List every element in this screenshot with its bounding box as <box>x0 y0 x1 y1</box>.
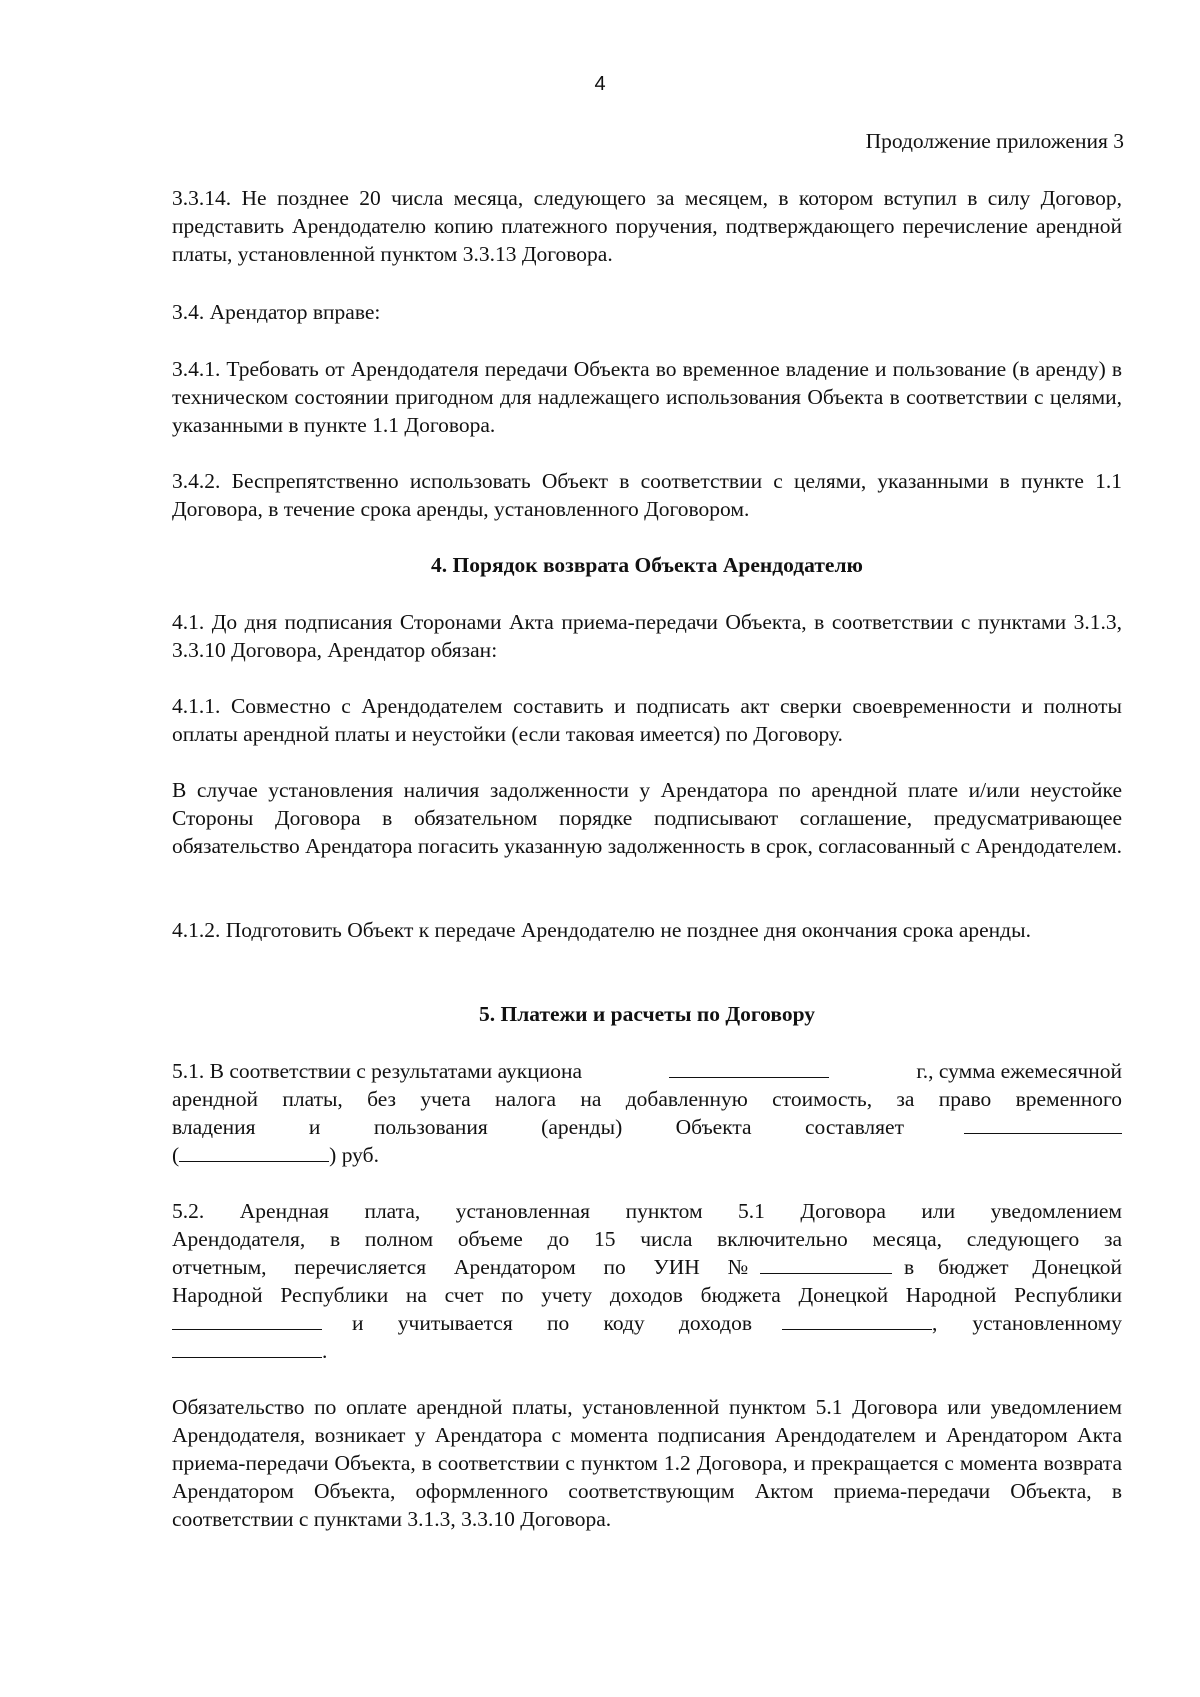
p51-line1-start: 5.1. В соответствии с результатами аукциона <box>172 1059 583 1083</box>
p52-line4: Народной Республики на счет по учету доходов бюджета Донецкой Народной Республики <box>172 1283 1122 1307</box>
paragraph-4-1-1: 4.1.1. Совместно с Арендодателем составить и подписать акт сверки своевременности и полноты оплаты арендной платы и неустойки (если таковая имеется) по Договору. <box>172 694 1122 746</box>
paragraph-4-1: 4.1. До дня подписания Сторонами Акта приема-передачи Объекта, в соответствии с пунктами 3.1.3, 3.3.10 Договора, Арендатор обязан: <box>172 610 1122 662</box>
p52-line5-end: , установленному <box>932 1311 1122 1335</box>
appendix-header: Продолжение приложения 3 <box>865 129 1124 153</box>
paragraph-4-1-2: 4.1.2. Подготовить Объект к передаче Арендодателю не позднее дня окончания срока аренды. <box>172 918 1031 942</box>
p52-line2: Арендодателя, в полном объеме до 15 числа включительно месяца, следующего за <box>172 1227 1122 1251</box>
paragraph-3-4: 3.4. Арендатор вправе: <box>172 300 381 324</box>
section-heading-5: 5. Платежи и расчеты по Договору <box>478 1002 816 1026</box>
p51-line2: арендной платы, без учета налога на добавленную стоимость, за право временного <box>172 1087 1122 1111</box>
p52-line5-middle: и учитывается по коду доходов <box>352 1311 752 1335</box>
paragraph-5-1 <box>172 1057 1122 1169</box>
income-code-blank <box>782 1309 932 1330</box>
account-blank <box>172 1309 322 1330</box>
page-number: 4 <box>594 73 606 95</box>
paragraph-4-1-1-debt: В случае установления наличия задолженности у Арендатора по арендной плате и/или неустойке Стороны Договора в обязательном порядке подписывают соглашение, предусматривающее обязательство Арендатора погасить указанную задолженность в срок, согласованный с Арендодателем. <box>172 778 1122 858</box>
p51-line3: владения и пользования (аренды) Объекта составляет <box>172 1115 904 1139</box>
p52-line3-start: отчетным, перечисляется Арендатором по УИН № <box>172 1255 748 1279</box>
auction-date-blank <box>669 1057 829 1078</box>
established-by-blank <box>172 1337 322 1358</box>
paragraph-5-2-obligation: Обязательство по оплате арендной платы, установленной пунктом 5.1 Договора или уведомлением Арендодателя, возникает у Арендатора с момента подписания Арендодателем и Арендатором Акта приема-передачи Объекта, в соответствии с пунктом 1.2 Договора, и прекращается с момента возврата Арендатором Объекта, оформленного соответствующим Актом приема-передачи Объекта, в соответствии с пунктами 3.1.3, 3.3.10 Договора. <box>172 1395 1122 1531</box>
section-heading-4: 4. Порядок возврата Объекта Арендодателю <box>431 553 863 577</box>
p52-period: . <box>322 1339 328 1363</box>
p51-rubles: ) руб. <box>329 1143 379 1167</box>
p51-line1-end: г., сумма ежемесячной <box>916 1059 1122 1083</box>
p52-line3-end: в бюджет Донецкой <box>904 1255 1122 1279</box>
p51-paren-open: ( <box>172 1143 180 1167</box>
paragraph-3-4-2: 3.4.2. Беспрепятственно использовать Объект в соответствии с целями, указанными в пункте 1.1 Договора, в течение срока аренды, установленного Договором. <box>172 469 1122 521</box>
paragraph-3-3-14: 3.3.14. Не позднее 20 числа месяца, следующего за месяцем, в котором вступил в силу Договор, представить Арендодателю копию платежного поручения, подтверждающего перечисление арендной платы, установленной пунктом 3.3.13 Договора. <box>172 186 1122 266</box>
rent-in-words-blank <box>179 1141 329 1162</box>
p52-line1: 5.2. Арендная плата, установленная пунктом 5.1 Договора или уведомлением <box>172 1199 1122 1223</box>
paragraph-5-2 <box>172 1197 1122 1365</box>
uin-blank <box>760 1253 892 1274</box>
paragraph-3-4-1: 3.4.1. Требовать от Арендодателя передачи Объекта во временное владение и пользование (в аренду) в техническом состоянии пригодном для надлежащего использования Объекта в соответствии с целями, указанными в пункте 1.1 Договора. <box>172 357 1122 437</box>
monthly-rent-blank <box>964 1113 1122 1134</box>
